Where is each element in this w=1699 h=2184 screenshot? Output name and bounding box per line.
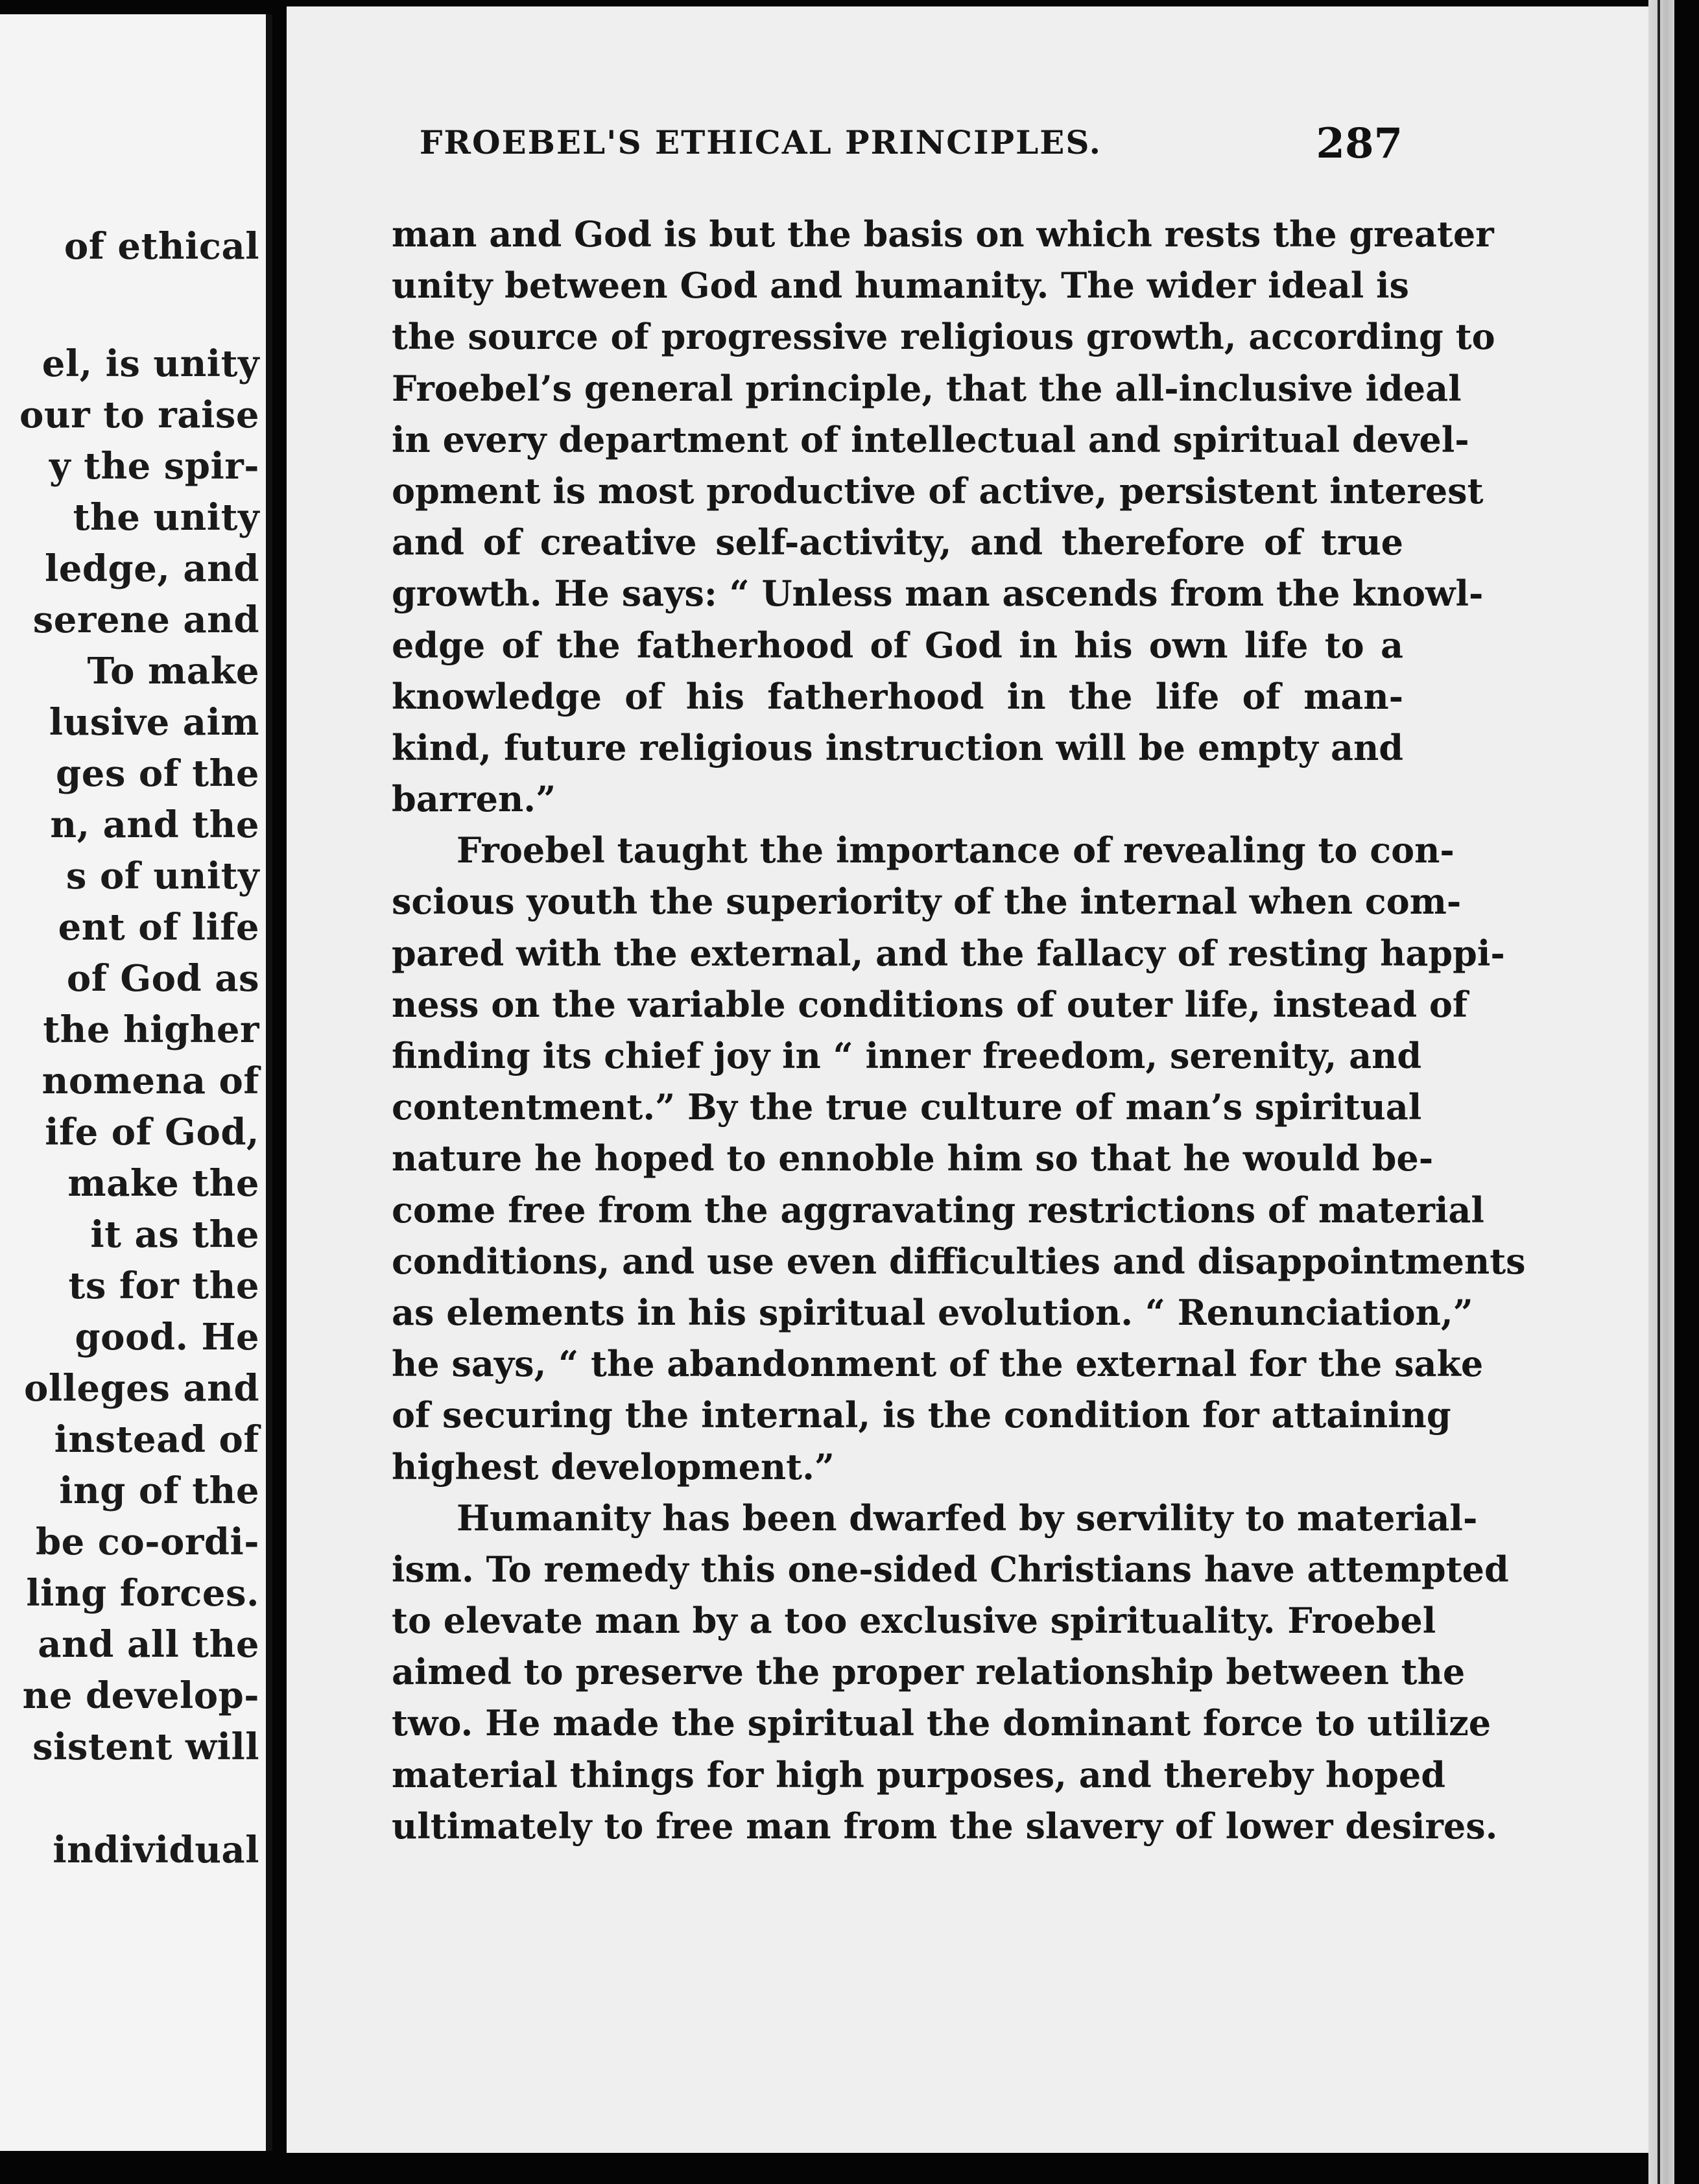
text-line: nature he hoped to ennoble him so that he would be- — [392, 1137, 1434, 1180]
text-line: ultimately to free man from the slavery of lower desires. — [392, 1805, 1498, 1847]
text-line: aimed to preserve the proper relationship between the — [392, 1651, 1466, 1693]
text-line: the source of progressive religious growth, according to — [392, 316, 1495, 358]
text-line: in every department of intellectual and spiritual devel- — [392, 418, 1469, 460]
facing-page-line: be co-ordi- — [36, 1521, 259, 1563]
facing-page-line: it as the — [90, 1213, 259, 1256]
text-line: he says, “ the abandonment of the external for the sake — [392, 1343, 1484, 1385]
paragraph — [392, 209, 1495, 825]
facing-page-line: ife of God, — [45, 1111, 259, 1154]
facing-page-line: good. He — [75, 1316, 259, 1359]
text-line: pared with the external, and the fallacy of resting happi- — [392, 932, 1505, 974]
text-line: ism. To remedy this one-sided Christians have attempted — [392, 1548, 1509, 1590]
text-line: to elevate man by a too exclusive spirituality. Froebel — [392, 1600, 1436, 1642]
facing-page-line: ent of life — [58, 906, 259, 949]
text-line: knowledge of his fatherhood in the life of man- — [392, 675, 1403, 717]
facing-page-line: nomena of — [42, 1060, 259, 1102]
page-header — [287, 119, 1403, 175]
text-line: scious youth the superiority of the internal when com- — [392, 881, 1462, 923]
text-line: highest development.” — [392, 1445, 835, 1488]
page-number: 287 — [1316, 119, 1403, 168]
facing-page-line: s of unity — [65, 855, 259, 897]
facing-page-line: ges of the — [56, 752, 259, 795]
facing-page-line: ts for the — [68, 1264, 259, 1307]
facing-page-line: olleges and — [24, 1367, 259, 1410]
text-line: as elements in his spiritual evolution. “ Renunciation,” — [392, 1291, 1473, 1333]
paragraph — [392, 1493, 1509, 1852]
facing-page-line: serene and — [32, 599, 259, 641]
text-line: and of creative self-activity, and therefore of true — [392, 521, 1403, 564]
facing-page-line: make the — [67, 1162, 259, 1205]
text-line: man and God is but the basis on which rests the greater — [392, 213, 1494, 255]
facing-page-line: and all the — [38, 1623, 259, 1666]
facing-page-line: ne develop- — [22, 1674, 259, 1717]
facing-page-line: of ethical — [64, 225, 259, 268]
text-line: Froebel’s general principle, that the all-inclusive ideal — [392, 367, 1462, 409]
text-line: unity between God and humanity. The wider ideal is — [392, 265, 1409, 307]
text-line: finding its chief joy in “ inner freedom, serenity, and — [392, 1035, 1422, 1076]
text-line: material things for high purposes, and thereby hoped — [392, 1753, 1445, 1796]
page-edge-shadow — [1657, 0, 1660, 2184]
text-line: ness on the variable conditions of outer life, instead of — [392, 983, 1468, 1025]
facing-page-line: the higher — [43, 1008, 259, 1051]
facing-page-line: instead of — [54, 1418, 259, 1461]
facing-page-line: ledge, and — [45, 547, 259, 590]
text-line: two. He made the spiritual the dominant force to utilize — [392, 1702, 1491, 1744]
text-line: kind, future religious instruction will be empty and — [392, 726, 1403, 768]
facing-page-line: sistent will — [32, 1726, 259, 1768]
text-line: growth. He says: “ Unless man ascends from the knowl- — [392, 573, 1484, 615]
facing-page-line: To make — [87, 650, 259, 693]
facing-page-line: ling forces. — [26, 1572, 259, 1615]
facing-page-line: lusive aim — [49, 701, 259, 744]
text-line: Humanity has been dwarfed by servility to material- — [457, 1497, 1478, 1539]
page-edge — [1648, 0, 1674, 2184]
facing-page-line: n, and the — [50, 803, 259, 846]
facing-page-line: our to raise — [19, 394, 259, 436]
running-head: FROEBEL'S ETHICAL PRINCIPLES. — [419, 123, 1102, 161]
text-line: of securing the internal, is the condition for attaining — [392, 1394, 1451, 1436]
text-line: Froebel taught the importance of revealing to con- — [457, 829, 1455, 872]
text-line: edge of the fatherhood of God in his own life to a — [392, 624, 1403, 666]
facing-page-line: individual — [53, 1829, 259, 1871]
body-text — [392, 209, 1526, 1852]
text-line: contentment.” By the true culture of man’s spiritual — [392, 1086, 1422, 1128]
facing-page-line: y the spir- — [49, 445, 259, 488]
text-line: conditions, and use even difficulties and disappointments — [392, 1240, 1526, 1282]
facing-page-line: el, is unity — [42, 342, 259, 385]
facing-page-line: ing of the — [59, 1469, 259, 1512]
text-line: barren.” — [392, 778, 556, 820]
text-line: come free from the aggravating restrictions of material — [392, 1189, 1484, 1231]
facing-page-left — [0, 14, 272, 2151]
facing-page-line: of God as — [66, 957, 259, 1000]
facing-page-line: the unity — [73, 496, 259, 539]
text-line: opment is most productive of active, persistent interest — [392, 469, 1484, 512]
paragraph — [392, 825, 1526, 1492]
